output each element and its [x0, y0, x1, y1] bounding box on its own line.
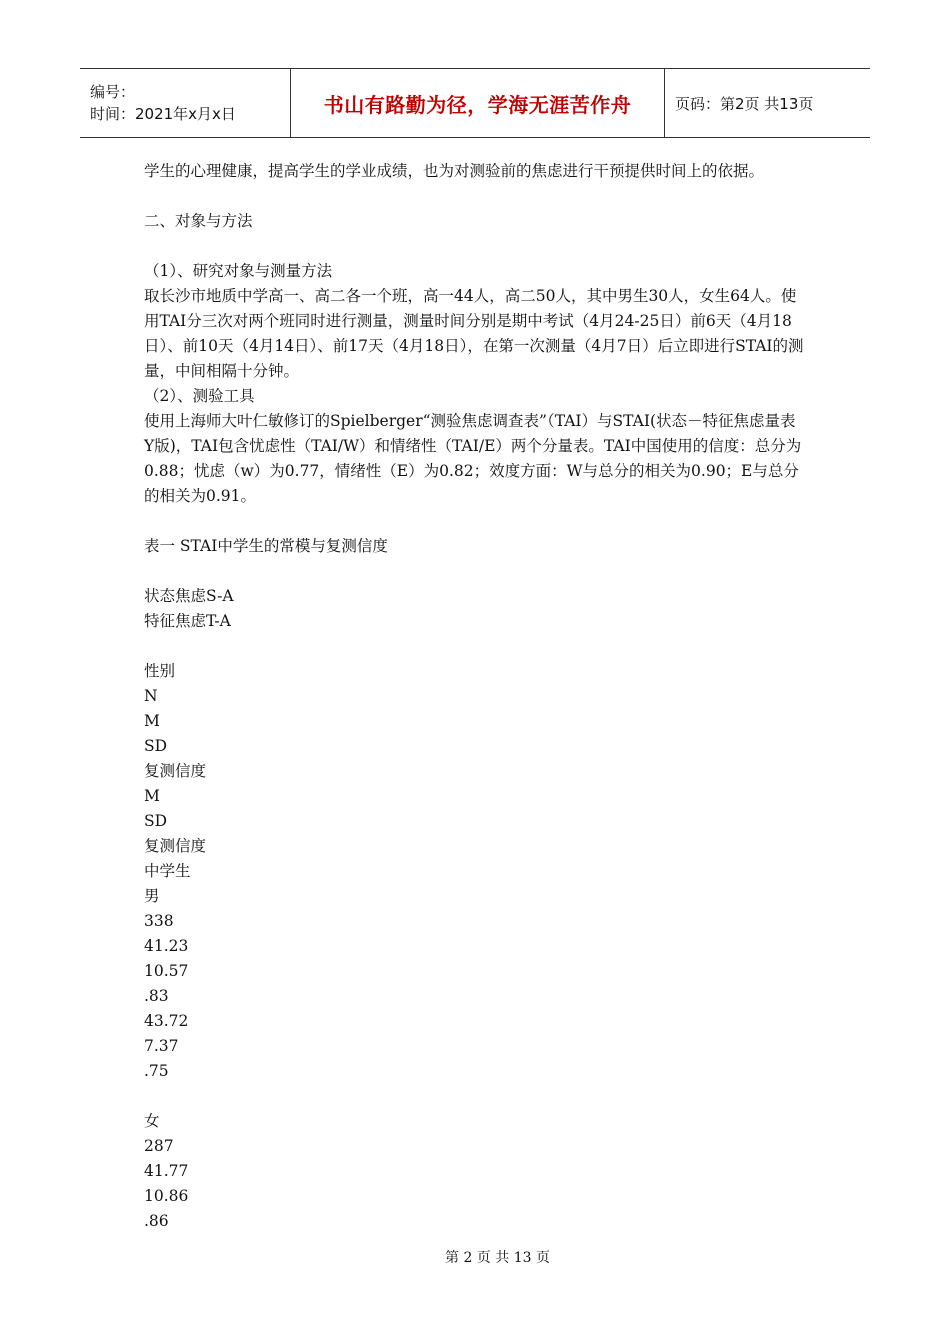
header-meta	[80, 69, 291, 137]
column-header: M	[144, 712, 160, 730]
column-group-label: 特征焦虑T-A	[144, 612, 231, 630]
row-group-label: 中学生	[144, 862, 191, 880]
table-cell: 41.77	[144, 1162, 189, 1180]
table-cell: 7.37	[144, 1037, 179, 1055]
subsection-heading: （2）、测验工具	[144, 387, 255, 405]
table-cell: .86	[144, 1212, 169, 1230]
document-body	[144, 159, 808, 1234]
table-cell: .75	[144, 1062, 169, 1080]
table-title: 表一 STAI中学生的常模与复测信度	[144, 537, 388, 555]
page-header	[80, 68, 870, 138]
section-heading: 二、对象与方法	[144, 212, 253, 230]
column-header: M	[144, 787, 160, 805]
paragraph: 取长沙市地质中学高一、高二各一个班，高一44人，高二50人，其中男生30人，女生64人。使用TAI分三次对两个班同时进行测量，测量时间分别是期中考试（4月24-25日）前6天（4月18日）、前10天（4月14日）、前17天（4月18日），在第一次测量（4月7日）后立即进行STAI的测量，中间相隔十分钟。	[144, 287, 804, 380]
header-page-label: 页码：第2页 共13页	[675, 94, 814, 113]
paragraph: 使用上海师大叶仁敏修订的Spielberger“测验焦虑调查表”（TAI）与STAI(状态－特征焦虑量表 Y版)，TAI包含忧虑性（TAI/W）和情绪性（TAI/E）两个分量表。TAI中国使用的信度：总分为0.88；忧虑（w）为0.77，情绪性（E）为0.82；效度方面：W与总分的相关为0.90；E与总分的相关为0.91。	[144, 412, 802, 505]
table-cell: 43.72	[144, 1012, 189, 1030]
table-cell: 338	[144, 912, 174, 930]
table-cell: 10.86	[144, 1187, 189, 1205]
paragraph: 学生的心理健康，提高学生的学业成绩，也为对测验前的焦虑进行干预提供时间上的依据。	[144, 162, 765, 180]
table-cell: 男	[144, 887, 160, 905]
doc-date-label: 时间：2021年x月x日	[90, 105, 236, 123]
doc-number-label: 编号：	[90, 83, 136, 101]
column-group-label: 状态焦虑S-A	[144, 587, 234, 605]
column-header: N	[144, 687, 158, 705]
column-header: 性别	[144, 662, 176, 680]
page-footer: 第 2 页 共 13 页	[445, 1250, 550, 1266]
header-motto: 书山有路勤为径，学海无涯苦作舟	[291, 69, 665, 137]
column-header: 复测信度	[144, 762, 207, 780]
column-header: SD	[144, 812, 168, 830]
table-cell: .83	[144, 987, 169, 1005]
column-header: SD	[144, 737, 168, 755]
table-cell: 287	[144, 1137, 174, 1155]
table-cell: 10.57	[144, 962, 189, 980]
table-cell: 女	[144, 1112, 160, 1130]
column-header: 复测信度	[144, 837, 207, 855]
table-cell: 41.23	[144, 937, 189, 955]
subsection-heading: （1）、研究对象与测量方法	[144, 262, 333, 280]
